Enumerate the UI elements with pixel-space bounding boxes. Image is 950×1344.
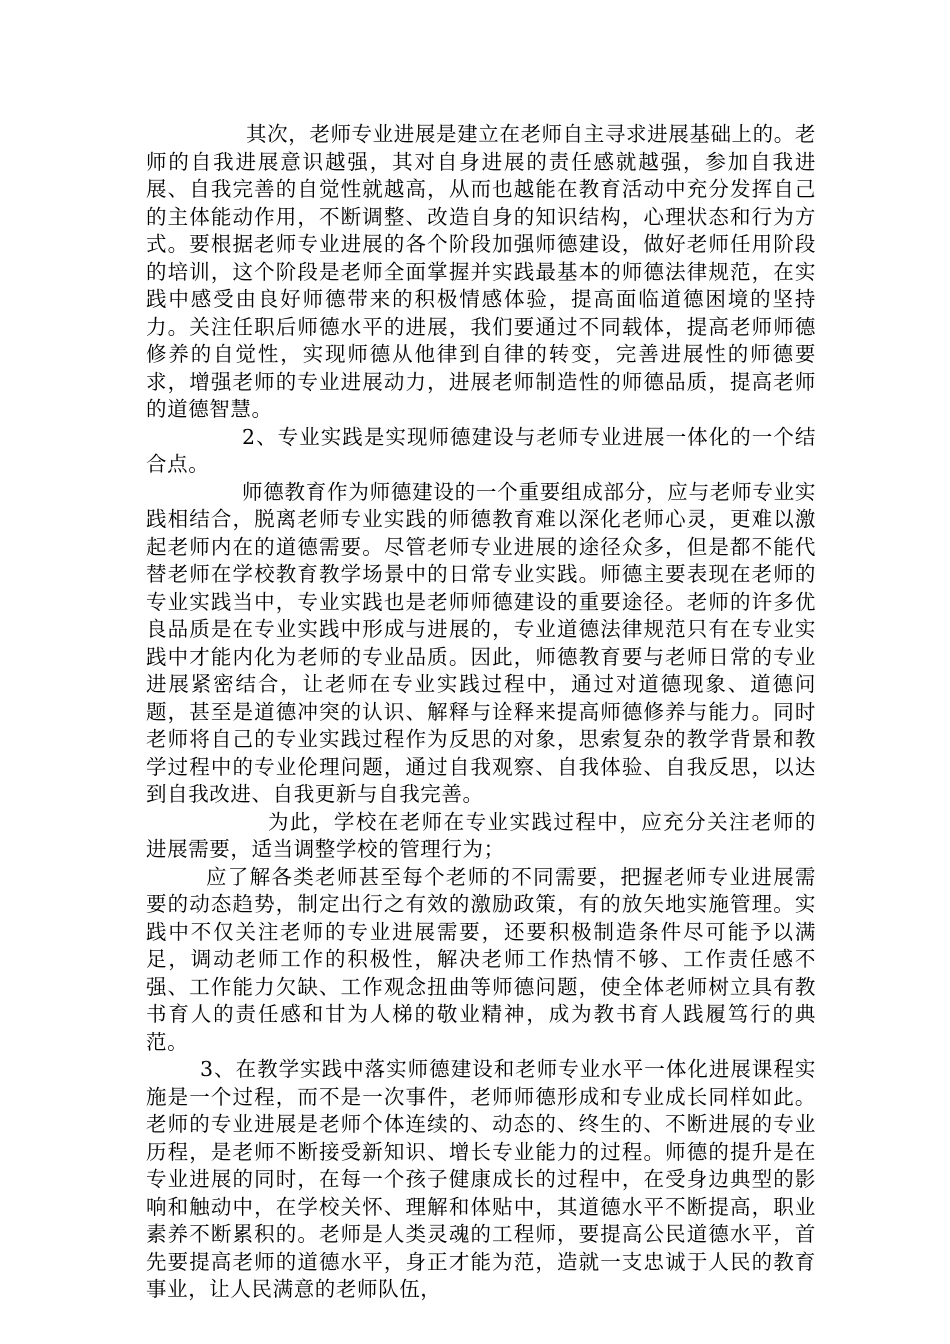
document-page — [146, 121, 816, 1304]
paragraph-school-management: 为此，学校在老师在专业实践过程中，应充分关注老师的进展需要，适当调整学校的管理行为； — [146, 809, 816, 861]
paragraph-ethics-education-practice: 师德教育作为师德建设的一个重要组成部分，应与老师专业实践相结合，脱离老师专业实践的师德教育难以深化老师心灵，更难以激起老师内在的道德需要。尽管老师专业进展的途径众多，但是都不能代替老师在学校教育教学场景中的日常专业实践。师德主要表现在老师的专业实践当中，专业实践也是老师师德建设的重要途径。老师的许多优良品质是在专业实践中形成与进展的，专业道德法律规范只有在专业实践中才能内化为老师的专业品质。因此，师德教育要与老师日常的专业进展紧密结合，让老师在专业实践过程中，通过对道德现象、道德问题，甚至是道德冲突的认识、解释与诠释来提高师德修养与能力。同时老师将自己的专业实践过程作为反思的对象，思索复杂的教学背景和教学过程中的专业伦理问题，通过自我观察、自我体验、自我反思，以达到自我改进、自我更新与自我完善。 — [146, 479, 816, 806]
paragraph-heading-teaching-practice: 3、在教学实践中落实师德建设和老师专业水平一体化进展课程实施是一个过程，而不是一次事件，老师师德形成和专业成长同样如此。老师的专业进展是老师个体连续的、动态的、终生的、不断进展的专业历程，是老师不断接受新知识、增长专业能力的过程。师德的提升是在专业进展的同时，在每一个孩子健康成长的过程中，在受身边典型的影响和触动中，在学校关怀、理解和体贴中，其道德水平不断提高，职业素养不断累积的。老师是人类灵魂的工程师，要提高公民道德水平，首先要提高老师的道德水平，身正才能为范，造就一支忠诚于人民的教育事业，让人民满意的老师队伍， — [146, 1057, 816, 1301]
paragraph-teacher-needs: 应了解各类老师甚至每个老师的不同需要，把握老师专业进展需要的动态趋势，制定出行之有效的激励政策，有的放矢地实施管理。实践中不仅关注老师的专业进展需要，还要积极制造条件尽可能予以满足，调动老师工作的积极性，解决老师工作热情不够、工作责任感不强、工作能力欠缺、工作观念扭曲等师德问题，使全体老师树立具有教书育人的责任感和甘为人梯的敬业精神，成为教书育人践履笃行的典范。 — [146, 864, 816, 1054]
paragraph-heading-professional-practice: 2、专业实践是实现师德建设与老师专业进展一体化的一个结合点。 — [146, 424, 816, 476]
paragraph-teacher-self-development: 其次，老师专业进展是建立在老师自主寻求进展基础上的。老师的自我进展意识越强，其对自身进展的责任感就越强，参加自我进展、自我完善的自觉性就越高，从而也越能在教育活动中充分发挥自己的主体能动作用，不断调整、改造自身的知识结构，心理状态和行为方式。要根据老师专业进展的各个阶段加强师德建设，做好老师任用阶段的培训，这个阶段是老师全面掌握并实践最基本的师德法律规范，在实践中感受由良好师德带来的积极情感体验，提高面临道德困境的坚持力。关注任职后师德水平的进展，我们要通过不同载体，提高老师师德修养的自觉性，实现师德从他律到自律的转变，完善进展性的师德要求，增强老师的专业进展动力，进展老师制造性的师德品质，提高老师的道德智慧。 — [146, 122, 816, 421]
